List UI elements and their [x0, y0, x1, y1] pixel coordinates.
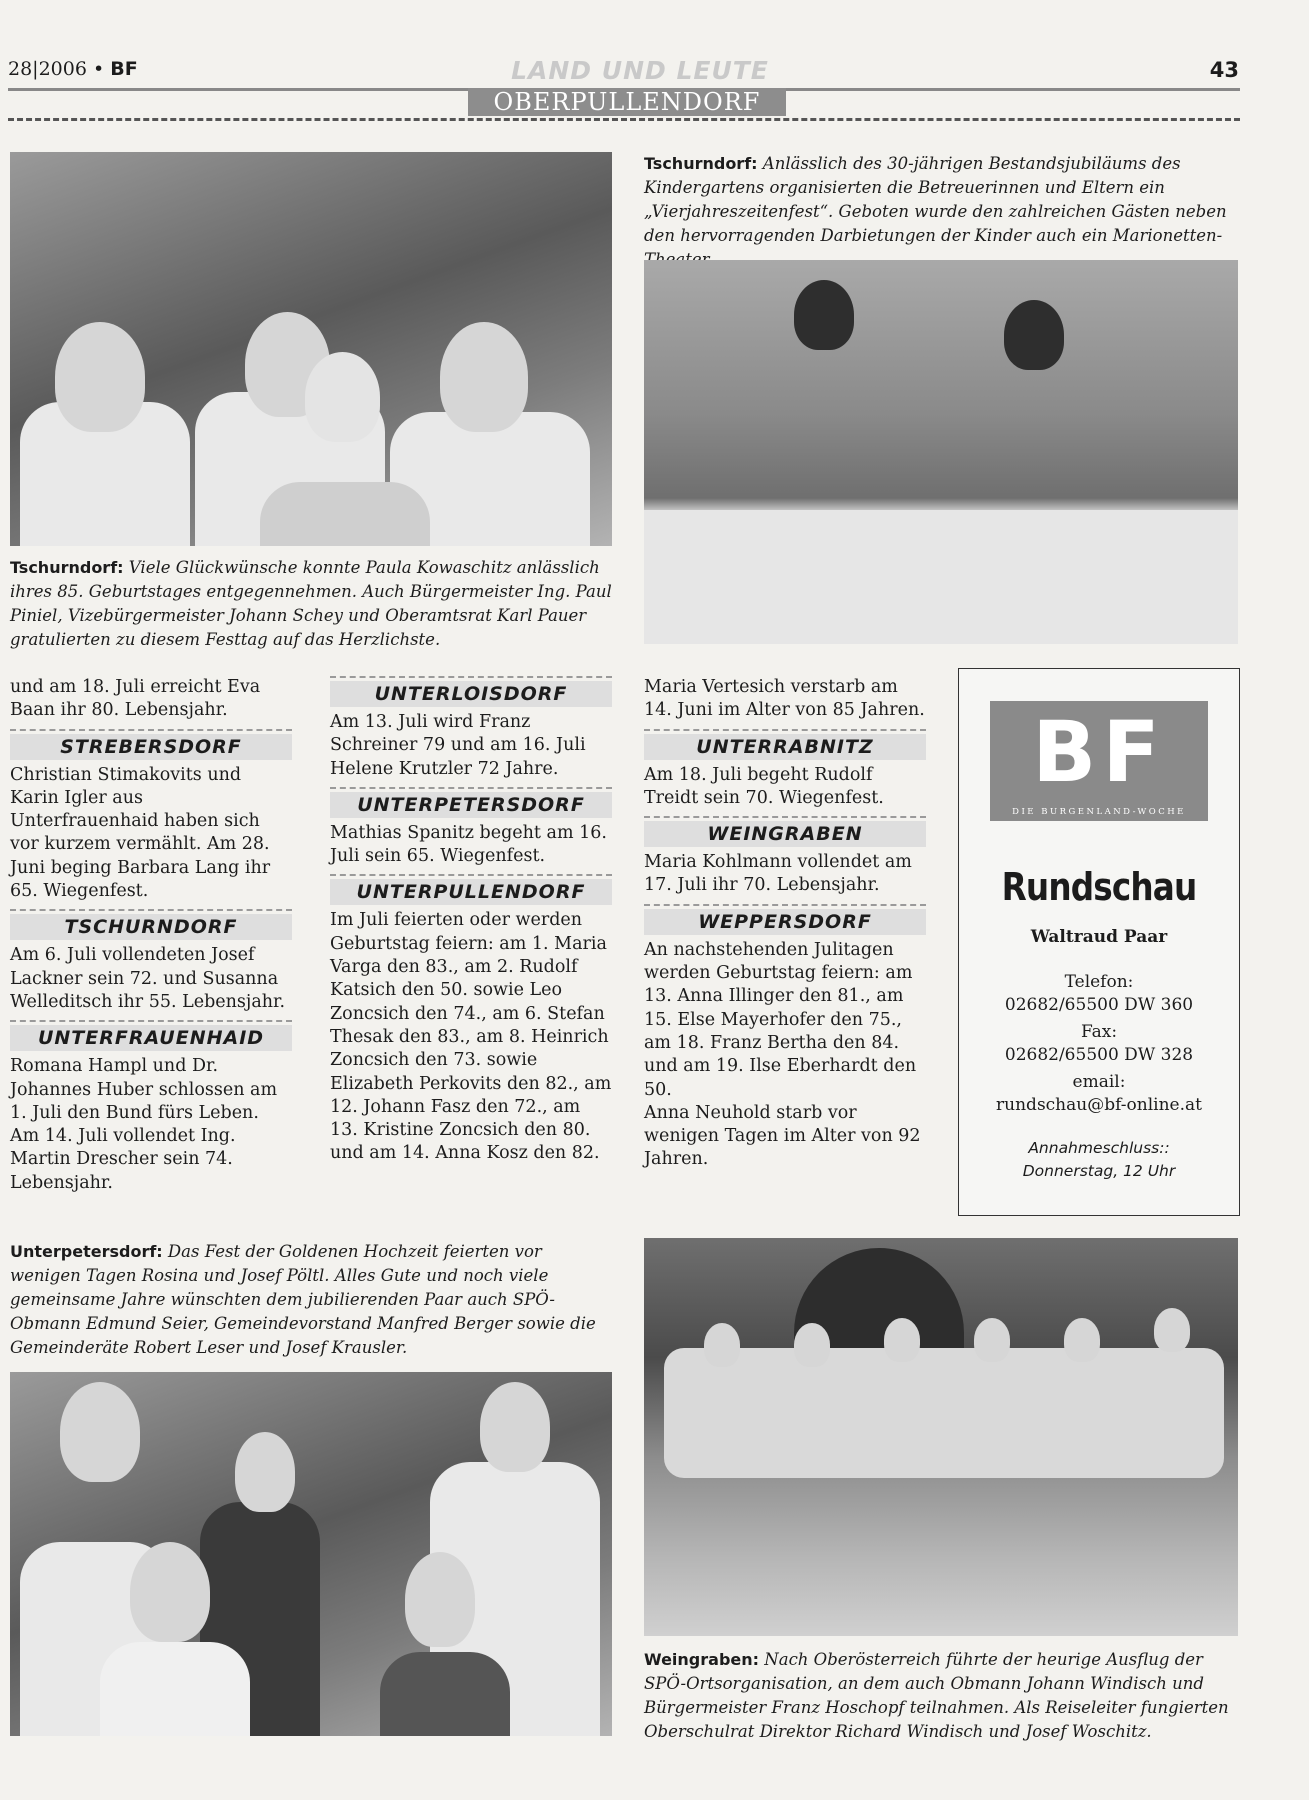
bf-logo-letters: BF — [1032, 703, 1166, 801]
caption-kindergarten-text: Anlässlich des 30-jährigen Bestandsjubiläums des Kindergartens organisierten die Betreuerinnen und Eltern ein „Vierjahreszeitenfest“. Geboten wurde den zahlreichen Gästen neben den hervorragenden Darbietungen der Kinder auch ein Marionetten- — [644, 154, 1227, 245]
section-tschurndorf — [10, 909, 292, 940]
section-heading: WEINGRABEN — [644, 821, 926, 847]
col2-unterpullendorf-text: Im Juli feierten oder werden Geburtstag feiern: am 1. Maria Varga den 83., am 2. Rudolf Katsich den 50. sowie Leo Zoncsich den 74., am 6. Stefan Thesak den 83., am 8. Heinrich Zoncsich den 73. sowie Elizabeth Perkovits den 82., am 12. Johann Fasz den 72., am 13. Kristine Zoncsich den 80. und am 14. Anna Kosz den 82. — [330, 910, 612, 1164]
section-unterpullendorf — [330, 874, 612, 905]
bf-box-title: Rundschau — [1001, 865, 1197, 909]
section-heading: UNTERPETERSDORF — [330, 792, 612, 818]
bf-deadline-value: Donnerstag, 12 Uhr — [1022, 1162, 1176, 1180]
bf-logo — [990, 701, 1208, 821]
photo-trip-group — [644, 1238, 1238, 1636]
column-3 — [644, 676, 926, 1172]
section-heading: STREBERSDORF — [10, 734, 292, 760]
caption-trip-place: Weingraben: — [644, 1650, 760, 1669]
section-unterloisdorf — [330, 676, 612, 707]
photo-golden-wedding — [10, 1372, 612, 1736]
col1-unterfrauenhaid-text: Romana Hampl und Dr. Johannes Huber schlossen am 1. Juli den Bund fürs Leben. Am 14. Juli vollendet Ing. Martin Drescher sein 74. Lebensjahr. — [10, 1056, 278, 1193]
bf-contact-box — [958, 668, 1240, 1216]
col3-outro: Anna Neuhold starb vor wenigen Tagen im Alter von 92 Jahren. — [644, 1102, 921, 1170]
bf-email-link[interactable]: rundschau@bf-online.at — [996, 1095, 1202, 1115]
col2-unterpetersdorf-text: Mathias Spanitz begeht am 16. Juli sein 65. Wiegenfest. — [330, 822, 607, 867]
header-dashed-rule — [8, 118, 1240, 121]
section-heading: TSCHURNDORF — [10, 914, 292, 940]
column-2 — [330, 676, 612, 1166]
caption-golden-wedding — [10, 1240, 612, 1360]
bf-email-label: email: — [1072, 1072, 1126, 1092]
bf-logo-tagline: DIE BURGENLAND-WOCHE — [1012, 807, 1186, 817]
section-heading: UNTERRABNITZ — [644, 734, 926, 760]
caption-birthday — [10, 556, 612, 652]
section-heading: UNTERLOISDORF — [330, 681, 612, 707]
section-weingraben — [644, 816, 926, 847]
caption-kindergarten-place: Tschurndorf: — [644, 154, 758, 173]
caption-kindergarten — [644, 152, 1236, 272]
bf-fax: 02682/65500 DW 328 — [1004, 1045, 1194, 1065]
bf-phone[interactable]: 02682/65500 DW 360 — [1004, 995, 1194, 1015]
page-number: 43 — [1209, 58, 1239, 82]
section-unterpetersdorf — [330, 787, 612, 818]
bf-deadline-label: Annahmeschluss:: — [1028, 1139, 1170, 1157]
issue-number: 28|2006 — [8, 58, 87, 80]
bf-phone-label: Telefon: — [1064, 972, 1134, 992]
col3-intro: Maria Vertesich verstarb am 14. Juni im Alter von 85 Jahren. — [644, 677, 925, 721]
col3-weppersdorf-text: An nachstehenden Julitagen werden Geburtstag feiern: am 13. Anna Illinger den 81., am 15. Else Mayerhofer den 75., am 18. Franz Bertha den 84. und am 19. Ilse Eberhardt den 50. — [644, 939, 917, 1100]
col1-intro: und am 18. Juli erreicht Eva Baan ihr 80. Lebensjahr. — [10, 677, 261, 721]
bf-fax-label: Fax: — [1080, 1022, 1118, 1042]
column-1 — [10, 676, 292, 1195]
bf-deadline — [959, 1137, 1239, 1183]
section-heading: UNTERFRAUENHAID — [10, 1025, 292, 1051]
photo-birthday-group — [10, 152, 612, 546]
col3-weingraben-text: Maria Kohlmann vollendet am 17. Juli ihr 70. Lebensjahr. — [644, 852, 912, 896]
caption-golden-wedding-place: Unterpetersdorf: — [10, 1242, 163, 1261]
bf-contact-name: Waltraud Paar — [1030, 927, 1168, 947]
region-banner: OBERPULLENDORF — [468, 88, 786, 116]
section-unterrabnitz — [644, 729, 926, 760]
section-weppersdorf — [644, 904, 926, 935]
col1-strebersdorf-text: Christian Stimakovits und Karin Igler aus Unterfrauenhaid haben sich vor kurzem vermählt. Am 28. Juni beging Barbara Lang ihr 65. Wiegenfest. — [10, 764, 271, 902]
section-heading: UNTERPULLENDORF — [330, 879, 612, 905]
section-title: LAND UND LEUTE — [511, 56, 769, 85]
section-unterfrauenhaid — [10, 1020, 292, 1051]
caption-golden-wedding-text: Das Fest der Goldenen Hochzeit feierten vor wenigen Tagen Rosina und Josef Pöltl. Alles Gute und noch viele gemeinsame Jahre wünschten dem jubilierenden Paar auch SPÖ-Obmann Edmund Seier, Gemeindevorstand Manfred Berger sowie die Gemeinderäte Robert Leser und Josef Krausler. — [10, 1242, 596, 1357]
section-heading: WEPPERSDORF — [644, 909, 926, 935]
col1-tschurndorf-text: Am 6. Juli vollendeten Josef Lackner sein 72. und Susanna Welleditsch ihr 55. Lebensjahr. — [10, 945, 286, 1012]
header-brand: BF — [110, 58, 138, 80]
caption-trip-text: Nach Oberösterreich führte der heurige Ausflug der SPÖ-Ortsorganisation, an dem auch Obmann Johann Windisch und Bürgermeister Franz Hoschopf teilnahmen. Als Reiseleiter fungierten Oberschulrat Direktor Richard Windisch und Josef Woschitz. — [644, 1650, 1229, 1741]
section-strebersdorf — [10, 729, 292, 760]
header-bullet: • — [92, 58, 105, 80]
caption-birthday-text: Viele Glückwünsche konnte Paula Kowaschitz anlässlich ihres 85. Geburtstages entgegennehmen. Auch Bürgermeister Ing. Paul Piniel, Vizebürgermeister Johann Schey und Oberamtsrat Karl Pauer gratulierten zu diesem Festtag auf das Herzlichste. — [10, 558, 612, 649]
col3-unterrabnitz-text: Am 18. Juli begeht Rudolf Treidt sein 70. Wiegenfest. — [644, 764, 884, 808]
caption-trip — [644, 1648, 1236, 1744]
photo-kindergarten — [644, 260, 1238, 644]
col2-unterloisdorf-text: Am 13. Juli wird Franz Schreiner 79 und am 16. Juli Helene Krutzler 72 Jahre. — [330, 712, 586, 779]
issue-line — [8, 58, 138, 80]
caption-birthday-place: Tschurndorf: — [10, 558, 124, 577]
